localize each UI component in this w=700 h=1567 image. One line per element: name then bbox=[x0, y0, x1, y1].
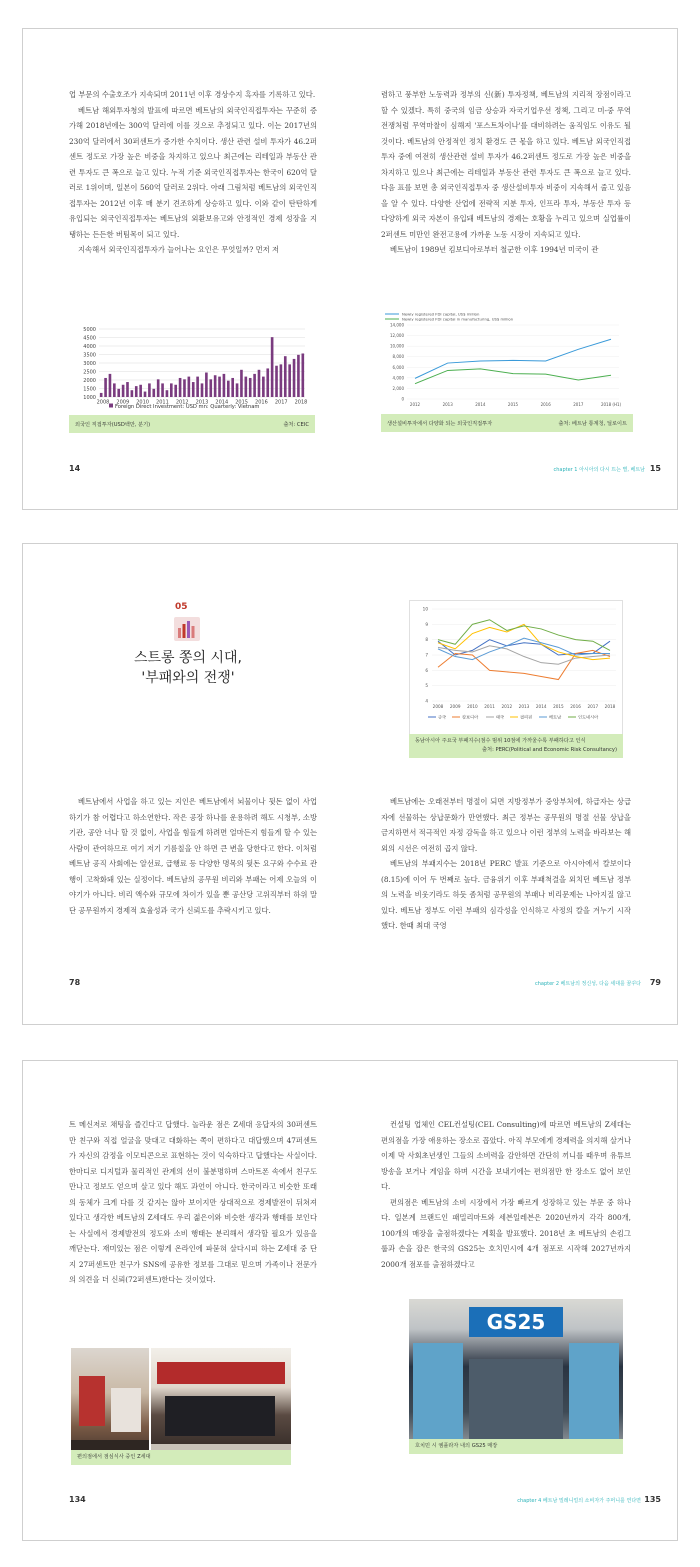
caption-source: 출처: PERC(Political and Economic Risk Consultancy) bbox=[482, 747, 617, 753]
paragraph: 컨설팅 업체인 CEL컨설팅(CEL Consulting)에 따르면 베트남의 Z세대는 편의점을 가장 애용하는 장소로 꼽았다. 아직 부모에게 경제력을 의지해 살거나 이제 막 사회초년생인 그들의 소비력을 감안하면 간단히 끼니를 때우며 유튜브 방송을 보거나 게임을 하며 시간을 보내기에는 편의점만 한 장소도 없어 보인다. bbox=[381, 1120, 631, 1191]
chapter-title bbox=[93, 648, 283, 688]
paragraph: 베트남에는 오래전부터 명절이 되면 지방정부가 중앙부처에, 하급자는 상급자에 선물하는 상납문화가 만연했다. 최근 정부는 공무원의 명절 선물 상납을 금지하면서 적극적인 자정 감독을 하고 있으나 이런 정부의 노력을 바라보는 해외의 시선은 여전히 곱지 않다. bbox=[381, 797, 631, 853]
x-tick-label: 2016 bbox=[570, 704, 581, 709]
page-number: 134 bbox=[69, 1495, 86, 1504]
paragraph: 편의점은 베트남의 소비 시장에서 가장 빠르게 성장하고 있는 부문 중 하나다. 일본계 브랜드인 패밀리마트와 세븐일레븐은 2020년까지 각각 800개, 100개의 매장을 출점하겠다는 계획을 발표했다. 2018년 초 베트남의 손킴그룹과 손을 잡은 한국의 GS25는 호치민시에 4개 점포로 시작해 2027년까지 2000개 점포를 출점하겠다고 bbox=[381, 1197, 631, 1269]
x-tick-label: 2013 bbox=[518, 704, 530, 709]
x-tick-label: 2014 bbox=[475, 402, 486, 407]
chart-legend: Foreign Direct Investment: USD mn: Quarterly: Vietnam bbox=[115, 404, 260, 410]
x-tick-label: 2010 bbox=[467, 704, 478, 709]
x-tick-label: 2012 bbox=[409, 402, 421, 407]
caption-source: 출처: 베트남 통계청, 딜로이트 bbox=[558, 420, 627, 427]
bar bbox=[266, 368, 269, 397]
x-tick-label: 2018 (H1) bbox=[600, 402, 622, 407]
legend-swatch bbox=[109, 404, 113, 408]
students-eating-photo bbox=[151, 1348, 291, 1460]
bar bbox=[131, 390, 134, 397]
legend-label: 필리핀 bbox=[520, 714, 533, 720]
figure-caption bbox=[69, 415, 315, 433]
bar bbox=[245, 377, 248, 397]
y-tick-label: 7 bbox=[425, 652, 428, 658]
photo-caption: 호치민 시 엠플라자 내의 GS25 매장 bbox=[409, 1439, 623, 1454]
y-tick-label: 5000 bbox=[83, 326, 96, 333]
store-banner bbox=[157, 1362, 285, 1384]
series-line-total bbox=[415, 339, 611, 378]
legend-label: 중국 bbox=[438, 714, 447, 720]
bar bbox=[240, 370, 243, 397]
bar bbox=[126, 382, 129, 397]
bar bbox=[192, 382, 195, 397]
y-tick-label: 9 bbox=[425, 621, 428, 627]
bar bbox=[174, 385, 177, 397]
y-tick-label: 4500 bbox=[83, 335, 96, 342]
bar bbox=[100, 393, 103, 397]
x-tick-label: 2013 bbox=[442, 402, 453, 407]
x-tick-label: 2009 bbox=[116, 399, 130, 406]
icon-bar bbox=[183, 624, 186, 638]
y-tick-label: 2000 bbox=[83, 377, 96, 384]
body-text-right bbox=[381, 794, 631, 934]
x-tick-label: 2018 bbox=[604, 704, 616, 709]
paragraph: 지속해서 외국인직접투자가 늘어나는 요인은 무엇일까? 먼저 저 bbox=[78, 245, 280, 254]
y-tick-label: 5 bbox=[425, 683, 428, 689]
y-tick-label: 6,000 bbox=[392, 364, 404, 370]
bar bbox=[236, 383, 239, 397]
x-tick-label: 2015 bbox=[507, 402, 519, 407]
page-number: 79 bbox=[649, 978, 661, 987]
bar bbox=[196, 377, 199, 397]
bar bbox=[170, 383, 173, 397]
legend-label: 베트남 bbox=[549, 714, 562, 720]
bar bbox=[214, 375, 217, 397]
bar bbox=[157, 379, 160, 397]
legend-label: Newly registered FDI capital in manufacturing, US$ million bbox=[402, 316, 514, 322]
x-tick-label: 2016 bbox=[255, 399, 268, 406]
bar bbox=[109, 374, 112, 397]
running-head: chapter 4 베트남 밀레니얼의 소비자가 주머니를 연다면 bbox=[517, 1498, 641, 1504]
y-tick-label: 4,000 bbox=[392, 375, 404, 381]
bar bbox=[284, 356, 287, 397]
x-tick-label: 2014 bbox=[535, 704, 547, 709]
bar bbox=[293, 359, 296, 397]
x-tick-label: 2017 bbox=[274, 399, 288, 406]
running-head: chapter 2 베트남의 정신성, 다음 세대를 꿈꾸다 bbox=[534, 981, 641, 987]
x-tick-label: 2017 bbox=[587, 704, 599, 709]
paragraph: 베트남에서 사업을 하고 있는 지인은 베트남에서 뇌물이나 뒷돈 없이 사업하기가 참 어렵다고 하소연한다. 작은 공장 하나를 운용하려 해도 시청부, 소방기관, 공안 너나 할 것 없이, 사업을 힘들게 하려면 얼마든지 힘들게 할 수 있는 사람이 관여하므로 여기 저기 기름칠을 안 하면 큰 변을 당한다고 한다. 이처럼 베트남 공직 사회에는 알선료, 급행료 등 다양한 명목의 뒷돈 요구와 수수료 관행이 고착화돼 있는 실정이다. 베트남의 공무원 비리와 부패는 어제 오늘의 이야기가 아니다. 비리 액수와 규모에 차이가 있을 뿐 공산당 고위직부터 하위 말단 공무원까지 경제적 효율성과 국가 신뢰도를 추락시키고 있다. bbox=[69, 797, 317, 915]
y-tick-label: 6 bbox=[425, 667, 428, 673]
store-interior bbox=[469, 1359, 563, 1439]
series-line-manufacturing bbox=[415, 369, 611, 384]
legend-label: 캄보디아 bbox=[462, 714, 479, 720]
y-tick-label: 1500 bbox=[83, 386, 96, 393]
x-tick-label: 2015 bbox=[235, 399, 248, 406]
x-tick-label: 2011 bbox=[484, 704, 495, 709]
x-tick-label: 2013 bbox=[195, 399, 209, 406]
chapter-title-line: 스트롱 쫑의 시대, bbox=[133, 650, 243, 666]
bar bbox=[135, 386, 138, 397]
paragraph: 업 부문의 수출호조가 지속되며 2011년 이후 경상수지 흑자를 기록하고 있다. bbox=[69, 90, 316, 99]
gs25-storefront-photo bbox=[409, 1299, 623, 1449]
y-tick-label: 1000 bbox=[83, 394, 96, 401]
y-tick-label: 12,000 bbox=[390, 333, 404, 339]
fdi-line-chart bbox=[381, 309, 633, 414]
y-tick-label: 2500 bbox=[83, 369, 96, 376]
bar bbox=[152, 389, 155, 397]
icon-bar bbox=[187, 621, 190, 638]
bar bbox=[117, 389, 120, 397]
legend-label: 태국 bbox=[496, 714, 505, 720]
bar bbox=[148, 383, 151, 397]
bar bbox=[201, 383, 204, 397]
caption-text: 생산설비투자에서 다양화 되는 외국인직접투자 bbox=[387, 420, 493, 427]
bar bbox=[122, 385, 125, 397]
y-tick-label: 2,000 bbox=[392, 385, 404, 391]
spread-pages-78-79 bbox=[22, 543, 678, 1025]
y-tick-label: 0 bbox=[401, 396, 404, 402]
bar bbox=[262, 377, 265, 397]
bar bbox=[113, 383, 116, 397]
gs25-sign: GS25 bbox=[486, 1310, 546, 1334]
page-number: 78 bbox=[69, 978, 81, 987]
bar bbox=[104, 378, 107, 397]
caption-text: 외국인 직접투자(USD백만, 분기) bbox=[75, 421, 151, 428]
x-tick-label: 2010 bbox=[136, 399, 149, 406]
body-text-right bbox=[381, 1117, 631, 1272]
bar bbox=[275, 366, 278, 397]
x-tick-label: 2016 bbox=[540, 402, 551, 407]
bar bbox=[188, 377, 191, 397]
icon-bar bbox=[192, 626, 195, 638]
x-tick-label: 2011 bbox=[156, 399, 169, 406]
caption-source: 출처: CEIC bbox=[283, 421, 309, 428]
bar bbox=[258, 370, 261, 397]
figure-caption bbox=[409, 734, 623, 758]
bar bbox=[301, 353, 304, 397]
caption-text: 동남아시아 주요국 부패지수(점수 범위 10점에 가까울수록 부패하다고 인식 bbox=[415, 738, 586, 744]
spread-pages-134-135 bbox=[22, 1060, 678, 1541]
page-78 bbox=[23, 544, 351, 1024]
legend-label: Newly registered FDI capital, US$ million bbox=[402, 311, 480, 317]
seated-customers bbox=[165, 1396, 275, 1436]
fdi-bar-chart-figure bbox=[69, 321, 315, 433]
bar bbox=[288, 364, 291, 397]
bar bbox=[271, 337, 274, 397]
store-pillar bbox=[413, 1343, 463, 1443]
corruption-line-chart bbox=[410, 601, 622, 727]
page-15 bbox=[351, 29, 679, 509]
x-tick-label: 2018 bbox=[294, 399, 308, 406]
store-pillar bbox=[569, 1343, 619, 1443]
bar-chart-icon bbox=[173, 616, 201, 642]
page-number: 15 bbox=[649, 464, 661, 473]
y-tick-label: 3000 bbox=[83, 360, 96, 367]
page-134 bbox=[23, 1061, 351, 1540]
bar bbox=[227, 381, 230, 397]
paragraph: 트 메신저로 채팅을 즐긴다고 답했다. 놀라운 점은 Z세대 응답자의 30퍼센트만 친구와 직접 얼굴을 맞대고 대화하는 쪽이 편하다고 대답했으며 47퍼센트가 자신의 감정을 이모티콘으로 표현하는 것이 익숙하다고 답했다는 사실이다. 한마디로 디지털과 물리적인 관계의 선이 불분명하며 스마트폰 속에서 친구도 만나고 정보도 얻으며 살고 있다 해도 과언이 아니다. 한국이라고 비슷한 또래의 동체가 크게 다를 것 같지는 않아 보이지만 상대적으로 경제발전이 뒤쳐져 있다고 생각한 베트남의 Z세대도 우리 젊은이와 비슷한 생각과 행태를 보인다는 사실에서 경제발전의 정도와 소비 행태는 분리해서 생각할 필요가 있음을 깨닫는다. 재미있는 점은 이렇게 온라인에 파묻혀 살다시피 하는 Z세대 중 단지 27퍼센트만 친구가 SNS에 공유한 정보를 그대로 믿으며 가족이나 전문가의 의견을 더 신뢰(72퍼센트)한다는 것이었다. bbox=[69, 1120, 317, 1284]
running-head: chapter 1 아시아의 다시 뜨는 별, 베트남 bbox=[553, 467, 645, 473]
y-tick-label: 10,000 bbox=[390, 343, 404, 349]
fdi-bar-chart bbox=[69, 321, 315, 415]
y-tick-label: 4 bbox=[425, 698, 428, 704]
chapter-title-line: '부패와의 전쟁' bbox=[141, 670, 235, 686]
page-14 bbox=[23, 29, 351, 509]
bar bbox=[139, 385, 142, 397]
x-tick-label: 2014 bbox=[215, 399, 229, 406]
bar bbox=[209, 379, 212, 397]
paragraph: 베트남이 1989년 킴보디아로부터 철군한 이후 1994년 미국이 관 bbox=[390, 245, 599, 254]
bar bbox=[253, 374, 256, 397]
bar bbox=[205, 373, 208, 397]
body-text-left bbox=[69, 794, 317, 918]
icon-bar bbox=[178, 628, 181, 638]
legend-label: 인도네시아 bbox=[578, 714, 599, 720]
x-tick-label: 2012 bbox=[501, 704, 513, 709]
body-text-left bbox=[69, 1117, 317, 1288]
bar bbox=[166, 390, 169, 397]
shelf-element bbox=[111, 1388, 141, 1432]
bar bbox=[231, 378, 234, 397]
body-text-right bbox=[381, 87, 631, 258]
bar bbox=[183, 379, 186, 397]
figure-caption bbox=[381, 414, 633, 432]
y-tick-label: 4000 bbox=[83, 343, 96, 350]
x-tick-label: 2008 bbox=[432, 704, 444, 709]
bar bbox=[223, 374, 226, 397]
x-tick-label: 2008 bbox=[96, 399, 110, 406]
series-line bbox=[438, 640, 610, 655]
y-tick-label: 3500 bbox=[83, 352, 96, 359]
x-tick-label: 2017 bbox=[573, 402, 584, 407]
spread-pages-14-15 bbox=[22, 28, 678, 510]
bar bbox=[297, 355, 300, 397]
y-tick-label: 14,000 bbox=[390, 322, 404, 328]
bar bbox=[218, 377, 221, 397]
y-tick-label: 8,000 bbox=[392, 354, 404, 360]
photo-caption: 편의점에서 점심식사 중인 Z세대 bbox=[71, 1450, 291, 1465]
bar bbox=[179, 378, 182, 397]
chapter-number: 05 bbox=[175, 602, 188, 612]
page-number: 135 bbox=[644, 1495, 661, 1504]
page-135 bbox=[351, 1061, 679, 1540]
paragraph: 렴하고 풍부한 노동력과 정부의 신(新) 투자정책, 베트남의 지리적 장점이라고 할 수 있겠다. 특히 중국의 임금 상승과 자국기업우선 정책, 그리고 미-중 무역전쟁처럼 무역마찰이 심해져 '포스트차이나'를 대비하려는 움직임도 이유도 될 것이다. 베트남의 안정적인 정치 환경도 큰 몫을 하고 있다. 베트남 외국인직접투자 중에 여전히 생산관련 설비 투자가 46.2퍼센트 정도로 가장 높은 비중을 차지하고 있으나 최근에는 리테일과 부동산 관련 투자도 큰 폭으로 늘고 있다. 다음 표를 보면 총 외국인직접투자 중 생산설비투자 비중이 지속해서 줄고 있음을 알 수 있다. 다양한 산업에 전략적 지분 투자, 인프라 투자, 부동산 투자 등 다양하게 외국 자본이 유입돼 베트남의 경제는 호황을 누리고 있으며 실업률이 2퍼센트 미만인 완전고용에 가까운 노동 시장이 지속되고 있다. bbox=[381, 90, 631, 239]
x-tick-label: 2012 bbox=[175, 399, 189, 406]
y-tick-label: 8 bbox=[425, 637, 428, 643]
fdi-line-chart-figure bbox=[381, 309, 633, 432]
bar bbox=[249, 378, 252, 397]
x-tick-label: 2009 bbox=[449, 704, 461, 709]
bar bbox=[161, 383, 164, 397]
x-tick-label: 2015 bbox=[553, 704, 564, 709]
body-text-left bbox=[69, 87, 317, 258]
bar bbox=[144, 392, 147, 397]
convenience-store-interior-photo bbox=[71, 1348, 149, 1460]
y-tick-label: 10 bbox=[422, 606, 428, 612]
page-79 bbox=[351, 544, 679, 1024]
paragraph: 베트남 해외투자청의 발표에 따르면 베트남의 외국인직접투자는 꾸준히 증가해 2018년에는 300억 달러에 이를 것으로 추정되고 있다. 이는 2017년의 230억 달러에서 30퍼센트가 증가한 수치이다. 생산 관련 설비 투자가 46.2퍼센트 정도로 가장 높은 비중을 차지하고 있으나 최근에는 리테일과 부동산 관련 투자도 큰 폭으로 늘고 있다. 누적 기준 외국인직접투자는 한국이 620억 달러로 1위이며, 일본이 560억 달러로 2위다. 아래 그림처럼 베트남의 외국인직접투자는 2012년 이후 매 분기 견조하게 상승하고 있다. 이와 같이 탄탄하게 유입되는 외국인직접투자는 베트남의 외환보유고와 안정적인 경제 성장을 지탱하는 든든한 버팀목이 되고 있다. bbox=[69, 105, 317, 239]
page-number: 14 bbox=[69, 464, 81, 473]
paragraph: 베트남의 부패지수는 2018년 PERC 발표 기준으로 아시아에서 칼보이다(8.15)에 이어 두 번째로 높다. 금융위기 이후 부패척결을 외치던 베트남 정부의 노력을 비웃기라도 하듯 좀처럼 공무원의 부패나 비리문제는 나아지질 않고 있다. 베트남 정부도 이런 부패의 심각성을 인식하고 사정의 칼을 겨누기 시작했다. 한때 최대 국영 bbox=[381, 859, 631, 930]
shelf-element bbox=[79, 1376, 105, 1426]
bar bbox=[280, 364, 283, 397]
